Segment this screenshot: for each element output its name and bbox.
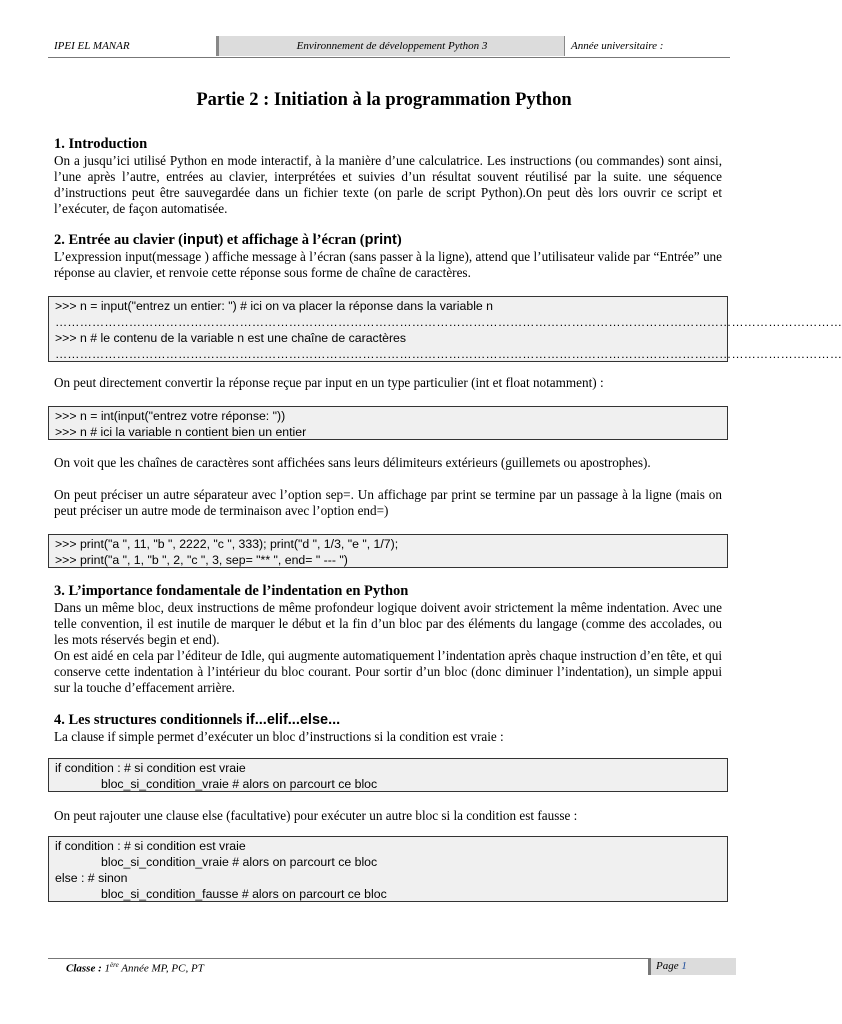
code-line: >>> print("a ", 1, "b ", 2, "c ", 3, sep= "** ", end= " --- ")	[55, 553, 348, 567]
paragraph-convert: On peut directement convertir la réponse reçue par input en un type particulier (int et float notamment) :	[54, 375, 604, 390]
code-line: if condition : # si condition est vraie	[55, 761, 246, 775]
code-line: bloc_si_condition_vraie # alors on parcourt ce bloc	[101, 777, 378, 791]
section-heading: 4. Les structures conditionnels if...elif...else...	[54, 712, 341, 728]
section-text: Dans un même bloc, deux instructions de même profondeur logique doivent avoir strictement la même indentation. Avec une telle convention, il est inutile de marquer le début et la fin d’un bloc par des éléments du langage (comme des accolades, ou les mots réservés begin et end).	[54, 600, 722, 647]
paragraph-else: On peut rajouter une clause else (facultative) pour exécuter un autre bloc si la condition est fausse :	[54, 808, 578, 823]
section-input-print	[54, 232, 722, 281]
header-course: Environnement de développement Python 3	[216, 36, 565, 56]
footer-rule	[48, 958, 648, 959]
section-indentation	[54, 583, 722, 696]
footer-class: Classe : 1ère Année MP, PC, PT	[66, 961, 204, 975]
section-conditionals	[54, 712, 722, 745]
header-school: IPEI EL MANAR	[54, 40, 130, 52]
header-year: Année universitaire :	[564, 36, 663, 56]
code-line: bloc_si_condition_vraie # alors on parcourt ce bloc	[101, 855, 378, 869]
section-heading: 3. L’importance fondamentale de l’indentation en Python	[54, 583, 409, 599]
page-number: 1	[681, 960, 687, 972]
section-text: L’expression input(message ) affiche message à l’écran (sans passer à la ligne), attend que l’utilisateur valide par “Entrée” une réponse au clavier, et renvoie cette réponse sous forme de chaîne de caractères.	[54, 249, 722, 280]
section-introduction	[54, 136, 722, 217]
code-block-if-else	[48, 836, 728, 902]
section-text: La clause if simple permet d’exécuter un bloc d’instructions si la condition est vraie :	[54, 729, 504, 744]
code-block-if	[48, 758, 728, 792]
section-text: On est aidé en cela par l’éditeur de Idle, qui augmente automatiquement l’indentation après chaque instruction d’en tête, et qui conserve cette indentation à l’intérieur du bloc courant. Pour sortir d’un bloc (donc diminuer l’indentation), un simple appui sur la touche d’effacement arrière.	[54, 648, 722, 695]
section-heading: 1. Introduction	[54, 136, 148, 152]
page-footer	[48, 958, 730, 978]
paragraph-strings: On voit que les chaînes de caractères sont affichées sans leurs délimiteurs extérieurs (guillemets ou apostrophes).	[54, 455, 651, 470]
code-line: >>> n = input("entrez un entier: ") # ici on va placer la réponse dans la variable n	[55, 299, 494, 313]
code-block-input	[48, 296, 842, 362]
code-line: >>> n # ici la variable n contient bien un entier	[55, 425, 307, 439]
code-line: if condition : # si condition est vraie	[55, 839, 246, 853]
code-block-print	[48, 534, 728, 568]
paragraph-separator: On peut préciser un autre séparateur avec l’option sep=. Un affichage par print se termine par un passage à la ligne (mais on peut préciser un autre mode de terminaison avec l’option end=)	[54, 487, 722, 518]
page-header	[48, 36, 730, 58]
page-title: Partie 2 : Initiation à la programmation Python	[196, 90, 572, 110]
code-line: else : # sinon	[55, 871, 128, 885]
header-rule	[48, 57, 730, 58]
code-line: >>> print("a ", 11, "b ", 2222, "c ", 333); print("d ", 1/3, "e ", 1/7);	[55, 537, 399, 551]
code-line: bloc_si_condition_fausse # alors on parcourt ce bloc	[101, 887, 387, 901]
footer-page: Page 1	[648, 958, 736, 975]
code-dots-line: …………………………………………………………………………………………………………………………………………………………………………	[55, 347, 842, 361]
section-heading: 2. Entrée au clavier (input) et affichage à l’écran (print)	[54, 232, 402, 248]
code-line: >>> n # le contenu de la variable n est une chaîne de caractères	[55, 331, 407, 345]
code-line: >>> n = int(input("entrez votre réponse: "))	[55, 409, 286, 423]
code-dots-line: …………………………………………………………………………………………………………………………………………………………………………	[55, 315, 842, 329]
code-block-int-input	[48, 406, 728, 440]
section-text: On a jusqu’ici utilisé Python en mode interactif, à la manière d’une calculatrice. Les instructions (ou commandes) sont ainsi, l’une après l’autre, entrées au clavier, interprétées et suivies d’un résultat souvent réutilisé par la suite. une séquence d’instructions peut être sauvegardée dans un fichier texte (on parle de script Python).On peut dès lors ouvrir ce script et l’exécuter, de façon automatisée.	[54, 153, 722, 216]
